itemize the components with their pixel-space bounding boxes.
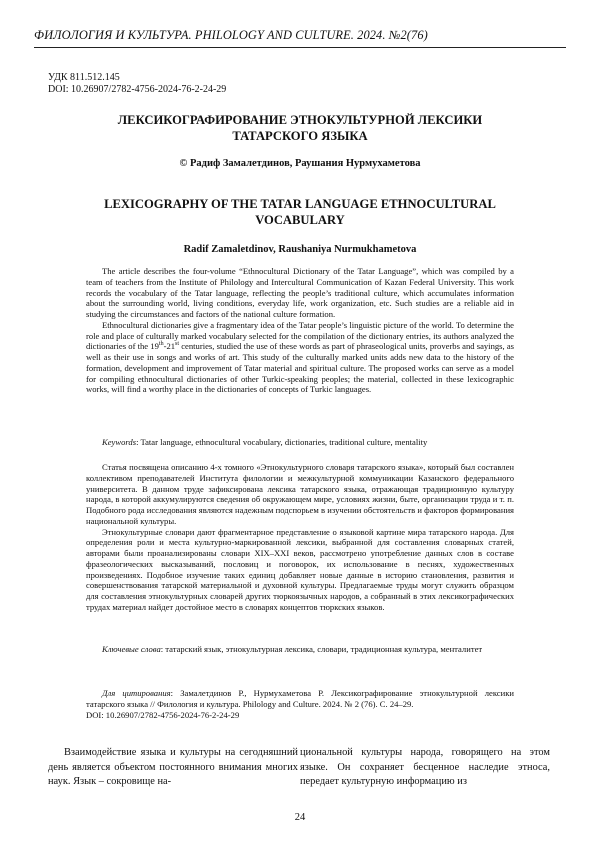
abstract-en-p2-part-b: -21 xyxy=(163,341,176,352)
body-column-right: циональной культуры народа, говорящего на этом языке. Он сохраняет бесценное наследие этноса, передает культурную информацию из xyxy=(300,747,550,787)
title-en-line1: LEXICOGRAPHY OF THE TATAR LANGUAGE ETHNOCULTURAL xyxy=(104,197,496,211)
abstract-en-paragraph-1: The article describes the four-volume “Ethnocultural Dictionary of the Tatar Language”, which was compiled by a team of teachers from the Institute of Philology and Intercultural Communication of Kazan Federal University. This work records the vocabulary of the Tatar language, reflecting the people’s traditional culture, which accumulates information about the surrounding world, living conditions, everyday life, work organization, etc. Such studies are a reliable aid in studying the circumstances and factors of the national culture formation. xyxy=(86,266,514,319)
keywords-ru-label: Ключевые слова xyxy=(102,644,161,654)
abstract-ru-paragraph-2: Этнокультурные словари дают фрагментарное представление о языковой картине мира татарского народа. Для определения роли и места культурно-маркированной лексики, выбранной для составления словарных статей, авторами были проанализированы словари XIX–XXI веков, рассмотрено употребление данных слов в составе фразеологических высказываний, пословиц и поговорок, их использование в песнях, художественных произведениях. Подобное изучение таких единиц добавляет новые данные в историю становления, развития и совершенствования татарской материальной и духовной культуры. Предлагаемые труды могут служить образцом для составления этнокультурных словарей других тюркоязычных народов, а собранный в этих лексикографических трудах материал найдет достойное место в словарях концептов тюркских языков. xyxy=(86,526,514,612)
udc-code: УДК 811.512.145 xyxy=(48,72,120,83)
keywords-ru-text: : татарский язык, этнокультурная лексика, словари, традиционная культура, менталитет xyxy=(160,644,483,654)
article-meta xyxy=(48,72,226,96)
citation-doi[interactable]: DOI: 10.26907/2782-4756-2024-76-2-24-29 xyxy=(86,709,240,720)
abstract-en xyxy=(86,266,514,395)
abstract-ru-paragraph-1: Статья посвящена описанию 4-х томного «Этнокультурного словаря татарского языка», который был составлен коллективом преподавателей Института филологии и межкультурной коммуникации Казанского федерального университета. В данном труде зафиксирована лексика татарского языка, отражающая традиционную культуру народа, в которой аккумулируются сведения об окружающем мире, условиях жизни, быте, организации труда и т. п. Подобного рода исследования являются надежным подспорьем в изучении обстоятельств и факторов формирования национальной культуры. xyxy=(86,462,514,526)
doi[interactable]: DOI: 10.26907/2782-4756-2024-76-2-24-29 xyxy=(48,84,227,95)
abstract-en-p2-part-c: centuries, studied the use of these words as part of phraseological units, proverbs and sayings, as well as their use in songs and works of art. This study of the culturally marked units adds new data to the history of the formation, development and improvement of Tatar material and spiritual culture. The proposed works can serve as a model for compiling ethnocultural dictionaries of other Turkic-speaking peoples; the material, collected in these lexicographic works, will find a worthy place in the dictionaries of concepts of Turkic languages. xyxy=(86,341,515,395)
title-en-line2: VOCABULARY xyxy=(255,213,345,227)
superscript-th: th xyxy=(158,341,164,348)
abstract-en-p2-part-a: Ethnocultural dictionaries give a fragmentary idea of the Tatar people’s linguistic picture of the world. To determine the role and place of culturally marked vocabulary selected for the compilation of the dictionary entries, its authors analyzed the dictionaries of the 19 xyxy=(86,319,514,352)
running-header: ФИЛОЛОГИЯ И КУЛЬТУРА. PHILOLOGY AND CULTURE. 2024. №2(76) xyxy=(34,28,428,42)
citation-block xyxy=(86,688,514,720)
title-en xyxy=(48,196,552,228)
header-divider xyxy=(34,47,566,48)
title-ru xyxy=(48,112,552,144)
keywords-en xyxy=(86,437,514,448)
keywords-en-label: Keywords xyxy=(102,437,137,447)
authors-ru: © Радиф Замалетдинов, Раушания Нурмухаметова xyxy=(179,158,421,169)
citation-label: Для цитирования xyxy=(102,688,171,698)
keywords-en-text: : Tatar language, ethnocultural vocabulary, dictionaries, traditional culture, mentality xyxy=(136,437,428,447)
superscript-st: st xyxy=(175,341,180,348)
title-ru-line2: ТАТАРСКОГО ЯЗЫКА xyxy=(232,129,368,143)
body-column-left: Взаимодействие языка и культуры на сегодняшний день является объектом постоянного внимания многих наук. Язык – сокровище на- xyxy=(48,747,298,787)
title-ru-line1: ЛЕКСИКОГРАФИРОВАНИЕ ЭТНОКУЛЬТУРНОЙ ЛЕКСИКИ xyxy=(117,113,483,127)
keywords-ru xyxy=(86,644,514,655)
authors-en: Radif Zamaletdinov, Raushaniya Nurmukhametova xyxy=(183,244,417,255)
abstract-en-paragraph-2 xyxy=(86,320,514,395)
citation-text: : Замалетдинов Р., Нурмухаметова Р. Лексикографирование этнокультурной лексики татарского языка // Филология и культура. Philology and Culture. 2024. № 2 (76). С. 24–29. xyxy=(86,688,514,709)
page-number: 24 xyxy=(294,812,306,823)
abstract-ru xyxy=(86,462,514,613)
